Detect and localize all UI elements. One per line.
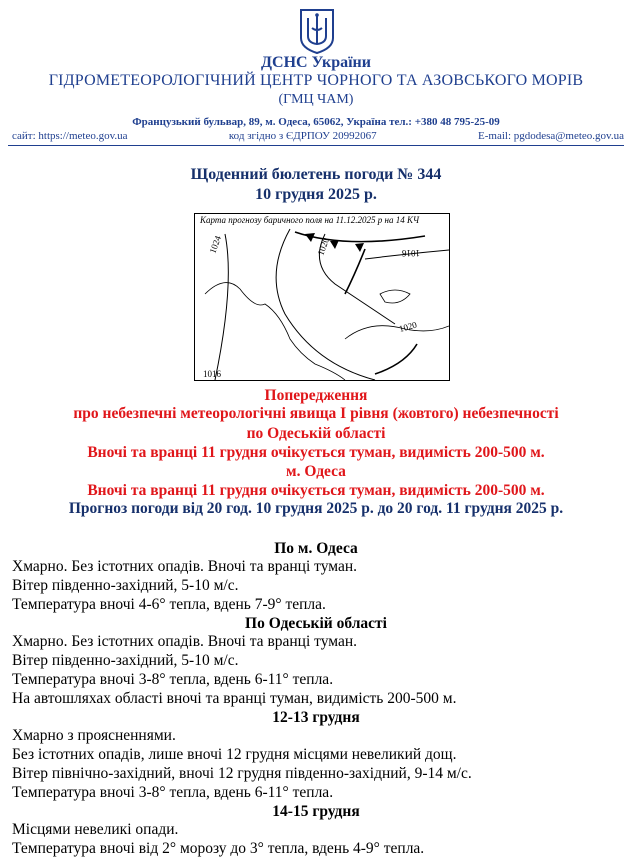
trident-emblem-icon — [298, 8, 336, 54]
warning-region-text: Вночі та вранці 11 грудня очікується туман, видимість 200-500 м. — [87, 444, 545, 461]
section-title: 14-15 грудня — [272, 803, 360, 820]
forecast-line: Вітер південно-західний, 5-10 м/с. — [12, 652, 239, 669]
forecast-line: Температура вночі 3-8° тепла, вдень 6-11° тепла. — [12, 671, 334, 688]
forecast-line: Вітер північно-західний, вночі 12 грудня південно-західний, 9-14 м/с. — [12, 765, 472, 782]
isobar-label: 1024 — [207, 234, 224, 255]
forecast-line: Хмарно з проясненнями. — [12, 727, 176, 744]
pressure-map-drawing — [195, 214, 449, 380]
forecast-line: Без істотних опадів, лише вночі 12 грудня місцями невеликий дощ. — [12, 746, 457, 763]
bulletin-date: 10 грудня 2025 р. — [255, 186, 377, 203]
org-short-name: ДСНС України — [261, 54, 371, 71]
warning-city: м. Одеса — [286, 463, 346, 480]
warning-title: Попередження — [264, 387, 368, 404]
forecast-line: На автошляхах області вночі та вранці туман, видимість 200-500 м. — [12, 690, 457, 707]
warning-subtitle: про небезпечні метеорологічні явища І рівня (жовтого) небезпечності — [73, 405, 559, 422]
header-divider — [8, 145, 624, 146]
warning-region: по Одеській області — [246, 425, 386, 442]
forecast-period: Прогноз погоди від 20 год. 10 грудня 2025 р. до 20 год. 11 грудня 2025 р. — [68, 500, 564, 517]
email-link[interactable]: E-mail: pgdodesa@meteo.gov.ua — [478, 130, 624, 142]
site-link[interactable]: сайт: https://meteo.gov.ua — [12, 130, 128, 142]
forecast-line: Місцями невеликі опади. — [12, 821, 179, 838]
forecast-line: Температура вночі 3-8° тепла, вдень 6-11° тепла. — [12, 784, 334, 801]
section-title: По м. Одеса — [274, 540, 358, 557]
forecast-line: Вітер південно-західний, 5-10 м/с. — [12, 577, 239, 594]
forecast-line: Хмарно. Без істотних опадів. Вночі та вранці туман. — [12, 633, 358, 650]
isobar-label: 1016 — [402, 248, 420, 258]
forecast-line: Температура вночі 4-6° тепла, вдень 7-9° тепла. — [12, 596, 326, 613]
bulletin-title: Щоденний бюлетень погоди № 344 — [190, 166, 442, 183]
section-title: 12-13 грудня — [272, 709, 360, 726]
isobar-label: 1020 — [315, 236, 332, 257]
org-abbreviation: (ГМЦ ЧАМ) — [278, 92, 354, 107]
warning-city-text: Вночі та вранці 11 грудня очікується туман, видимість 200-500 м. — [87, 482, 545, 499]
org-full-name: ГІДРОМЕТЕОРОЛОГІЧНИЙ ЦЕНТР ЧОРНОГО ТА АЗОВСЬКОГО МОРІВ — [48, 72, 584, 89]
isobar-label: 1016 — [203, 369, 221, 379]
forecast-line: Температура вночі від 2° морозу до 3° тепла, вдень 4-9° тепла. — [12, 840, 425, 857]
forecast-line: Хмарно. Без істотних опадів. Вночі та вранці туман. — [12, 558, 358, 575]
contacts-row — [12, 130, 624, 142]
map-caption: Карта прогнозу баричного поля на 11.12.2025 р на 14 КЧ — [200, 215, 420, 225]
address: Французький бульвар, 89, м. Одеса, 65062, Україна тел.: +380 48 795-25-09 — [132, 116, 500, 128]
isobar-label: 1020 — [397, 319, 418, 334]
pressure-map — [194, 213, 450, 381]
edrpou-code: код згідно з ЄДРПОУ 20992067 — [228, 130, 377, 142]
section-title: По Одеській області — [245, 615, 387, 632]
